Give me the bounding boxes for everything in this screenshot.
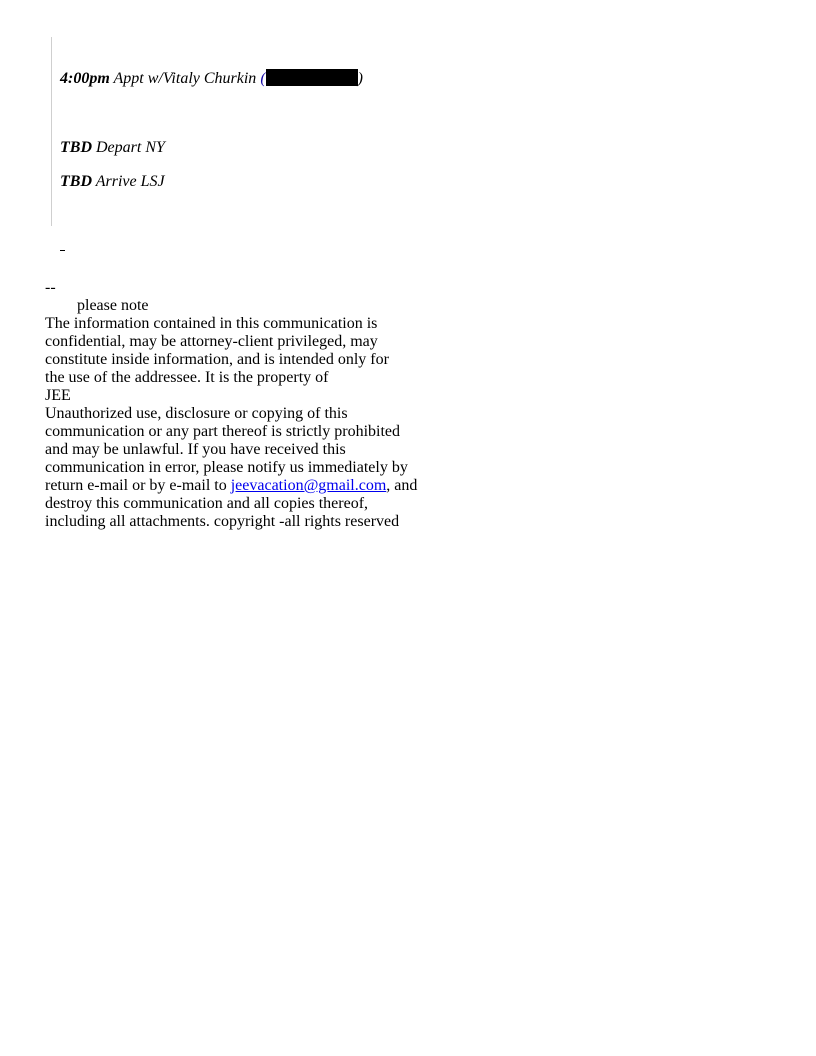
disclaimer-line: JEE — [45, 387, 71, 404]
disclaimer-line: destroy this communication and all copies thereof, — [45, 495, 369, 512]
disclaimer-line: The information contained in this communication is — [45, 315, 378, 332]
quoted-schedule — [51, 37, 552, 226]
redaction-box — [266, 69, 358, 86]
redacted-link-open[interactable]: ( — [260, 70, 266, 87]
schedule-item-appointment — [60, 69, 363, 89]
schedule-text: Arrive LSJ — [95, 173, 165, 190]
disclaimer-line: and may be unlawful. If you have received this — [45, 441, 346, 458]
email-link[interactable]: jeevacation@gmail.com — [230, 477, 387, 494]
disclaimer-line: including all attachments. copyright -all rights reserved — [45, 513, 400, 530]
email-suffix: , and — [386, 477, 418, 494]
schedule-time: 4:00pm — [60, 70, 110, 87]
disclaimer-email-line — [45, 477, 417, 495]
disclaimer-line: communication or any part thereof is strictly prohibited — [45, 423, 401, 440]
schedule-text: Appt w/Vitaly Churkin — [113, 70, 257, 87]
schedule-text: Depart NY — [96, 139, 165, 156]
redacted-link-close: ) — [357, 70, 363, 87]
schedule-time: TBD — [60, 139, 92, 156]
disclaimer-line: constitute inside information, and is intended only for — [45, 351, 389, 368]
signature-separator: -- — [45, 279, 56, 296]
email-signature — [45, 279, 417, 531]
disclaimer-line: communication in error, please notify us immediately by — [45, 459, 408, 476]
disclaimer-line: the use of the addressee. It is the property of — [45, 369, 329, 386]
email-prefix: return e-mail or by e-mail to — [45, 477, 231, 494]
schedule-time: TBD — [60, 173, 92, 190]
signature-note: please note — [77, 297, 149, 314]
disclaimer-line: confidential, may be attorney-client privileged, may — [45, 333, 378, 350]
schedule-item-arrive — [60, 172, 165, 192]
disclaimer-line: Unauthorized use, disclosure or copying of this — [45, 405, 348, 422]
schedule-item-depart — [60, 138, 165, 158]
trailing-dash — [60, 250, 65, 251]
